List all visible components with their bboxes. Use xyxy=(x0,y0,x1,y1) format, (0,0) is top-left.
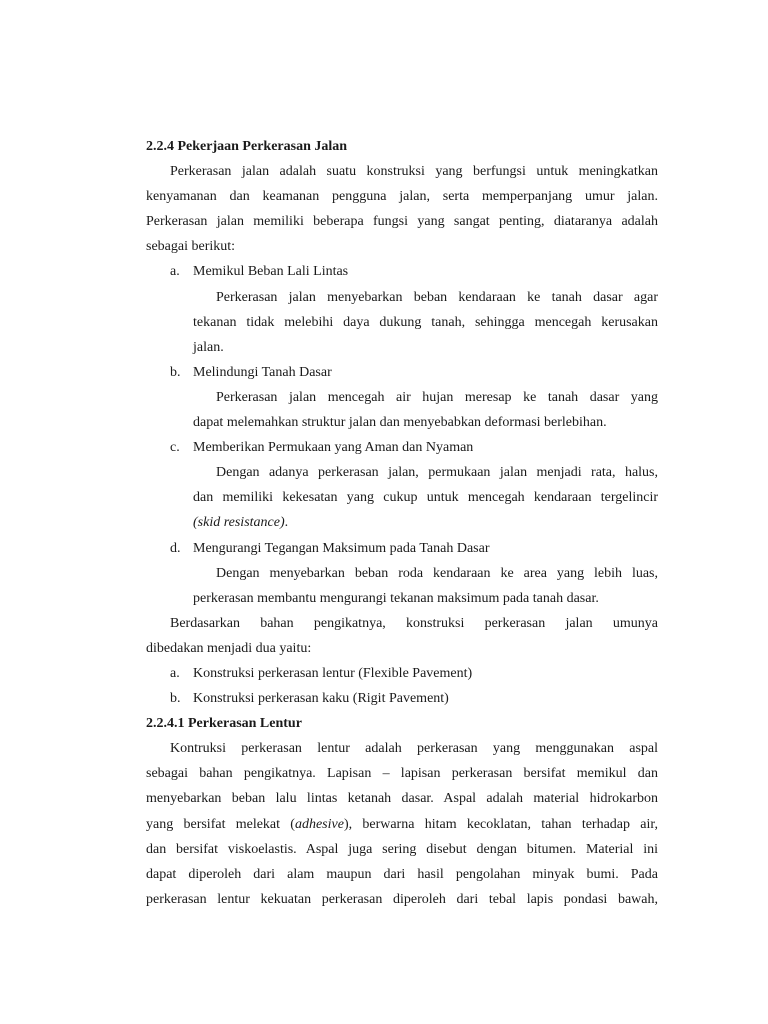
subsection-heading: 2.2.4.1 Perkerasan Lentur xyxy=(146,716,302,732)
list-item-body-line: perkerasan membantu mengurangi tekanan maksimum pada tanah dasar. xyxy=(193,590,599,606)
list-item xyxy=(146,661,658,686)
list-item xyxy=(146,435,658,460)
list-item xyxy=(146,360,658,385)
italic-term: adhesive xyxy=(294,816,344,832)
paragraph-line xyxy=(146,812,658,837)
list-item xyxy=(146,259,658,284)
text-fragment: yang bersifat melekat ( xyxy=(146,816,295,832)
paragraph-line: sebagai berikut: xyxy=(146,239,236,255)
text-fragment: . xyxy=(284,515,289,531)
list-marker: a. xyxy=(170,264,180,280)
italic-term: (skid resistance) xyxy=(193,515,285,531)
section-heading: 2.2.4 Pekerjaan Perkerasan Jalan xyxy=(146,139,348,154)
list-marker: d. xyxy=(170,540,181,556)
paragraph-line: Berdasarkan bahan pengikatnya, konstruksi perkerasan jalan umunya xyxy=(170,615,658,631)
list-item-body-line: dan memiliki kekesatan yang cukup untuk mencegah kendaraan tergelincir xyxy=(193,490,658,506)
list-marker: c. xyxy=(170,440,180,456)
list-item-body-line: Dengan menyebarkan beban roda kendaraan ke area yang lebih luas, xyxy=(216,565,658,581)
list-item-title: Memberikan Permukaan yang Aman dan Nyaman xyxy=(193,440,474,456)
list-marker: b. xyxy=(170,364,181,380)
paragraph-line: dibedakan menjadi dua yaitu: xyxy=(146,640,312,656)
list-item-text: Konstruksi perkerasan lentur (Flexible Pavement) xyxy=(193,665,473,681)
list-item xyxy=(146,686,658,711)
list-marker: a. xyxy=(170,665,180,681)
paragraph-line: Perkerasan jalan memiliki beberapa fungsi yang sangat penting, diataranya adalah xyxy=(146,214,658,230)
document-body xyxy=(146,134,658,912)
paragraph-line: kenyamanan dan keamanan pengguna jalan, serta memperpanjang umur jalan. xyxy=(146,189,658,205)
paragraph-line: perkerasan lentur kekuatan perkerasan diperoleh dari tebal lapis pondasi bawah, xyxy=(146,891,658,907)
paragraph-line: Perkerasan jalan adalah suatu konstruksi yang berfungsi untuk meningkatkan xyxy=(170,164,658,180)
list-item-title: Mengurangi Tegangan Maksimum pada Tanah Dasar xyxy=(193,540,490,556)
text-fragment: ), berwarna hitam kecoklatan, tahan terhadap air, xyxy=(343,816,658,832)
list-item-body-line: Perkerasan jalan mencegah air hujan meresap ke tanah dasar yang xyxy=(216,389,658,405)
paragraph-line: Kontruksi perkerasan lentur adalah perkerasan yang menggunakan aspal xyxy=(170,741,658,757)
list-item-text: Konstruksi perkerasan kaku (Rigit Pavement) xyxy=(193,691,449,707)
list-item-body-line: jalan. xyxy=(193,339,224,355)
list-item-body-line: Perkerasan jalan menyebarkan beban kendaraan ke tanah dasar agar xyxy=(216,289,658,305)
list-marker: b. xyxy=(170,691,181,707)
list-item-title: Memikul Beban Lali Lintas xyxy=(193,264,349,280)
paragraph-line: dapat diperoleh dari alam maupun dari hasil pengolahan minyak bumi. Pada xyxy=(146,866,658,882)
list-item-body-line: tekanan tidak melebihi daya dukung tanah, sehingga mencegah kerusakan xyxy=(193,314,658,330)
paragraph-line: sebagai bahan pengikatnya. Lapisan – lapisan perkerasan bersifat memikul dan xyxy=(146,766,658,782)
paragraph-line: dan bersifat viskoelastis. Aspal juga sering disebut dengan bitumen. Material ini xyxy=(146,841,658,857)
list-item xyxy=(146,536,658,561)
list-item-body-line: Dengan adanya perkerasan jalan, permukaan jalan menjadi rata, halus, xyxy=(216,465,658,481)
list-item-body-line xyxy=(146,510,658,535)
list-item-body-line: dapat melemahkan struktur jalan dan menyebabkan deformasi berlebihan. xyxy=(193,415,607,431)
list-item-title: Melindungi Tanah Dasar xyxy=(193,364,332,380)
paragraph-line: menyebarkan beban lalu lintas ketanah dasar. Aspal adalah material hidrokarbon xyxy=(146,791,658,807)
